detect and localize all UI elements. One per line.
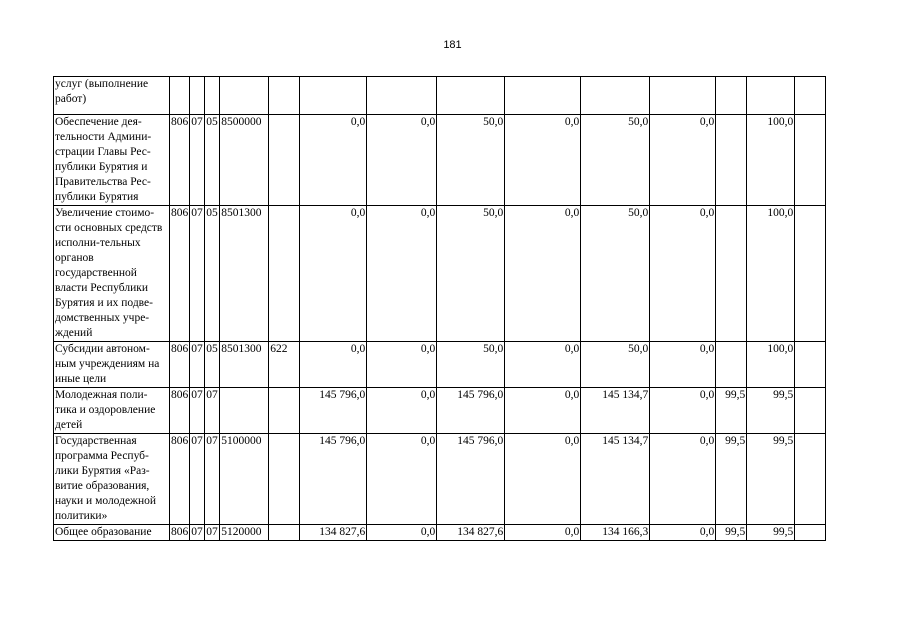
cell-value: 0,0 [367, 388, 437, 434]
page-number: 181 [443, 39, 462, 51]
cell-value: 145 134,7 [581, 434, 650, 525]
cell-csr: 8501300 [220, 206, 269, 342]
cell-value [716, 77, 747, 115]
cell-rz: 07 [190, 115, 205, 206]
cell-value: 0,0 [300, 115, 367, 206]
cell-gr: 806 [170, 342, 190, 388]
cell-value [747, 77, 795, 115]
cell-pr: 07 [205, 525, 220, 541]
cell-gr: 806 [170, 206, 190, 342]
cell-value [437, 77, 505, 115]
cell-value: 0,0 [650, 342, 716, 388]
cell-rz: 07 [190, 206, 205, 342]
cell-value: 0,0 [505, 206, 581, 342]
cell-value: 0,0 [650, 434, 716, 525]
cell-value: 0,0 [505, 115, 581, 206]
cell-csr: 5120000 [220, 525, 269, 541]
cell-gr: 806 [170, 434, 190, 525]
cell-vr [269, 77, 300, 115]
cell-pr: 07 [205, 434, 220, 525]
cell-value: 99,5 [716, 525, 747, 541]
cell-gr: 806 [170, 525, 190, 541]
row-name: Общее образование [54, 525, 170, 541]
cell-pr: 05 [205, 342, 220, 388]
cell-value: 99,5 [747, 434, 795, 525]
cell-value: 134 166,3 [581, 525, 650, 541]
cell-value: 50,0 [437, 206, 505, 342]
cell-value [505, 77, 581, 115]
row-name: Увеличение стоимо-сти основных средств исполни-тельных органов государственной власти Республики Бурятия и их подве-домственных учре-ждений [54, 206, 170, 342]
table-body [54, 77, 826, 541]
cell-value [300, 77, 367, 115]
table-row [54, 206, 826, 342]
cell-value: 100,0 [747, 115, 795, 206]
cell-value [716, 115, 747, 206]
cell-value: 0,0 [367, 525, 437, 541]
cell-rz: 07 [190, 388, 205, 434]
row-name: Молодежная поли-тика и оздоровление детей [54, 388, 170, 434]
budget-table [53, 76, 826, 541]
cell-value: 0,0 [367, 342, 437, 388]
cell-value: 0,0 [367, 434, 437, 525]
cell-vr [269, 388, 300, 434]
cell-value: 0,0 [505, 525, 581, 541]
cell-value: 145 796,0 [300, 434, 367, 525]
cell-value [650, 77, 716, 115]
table-row [54, 115, 826, 206]
cell-value [795, 388, 826, 434]
cell-value: 99,5 [716, 434, 747, 525]
cell-value [795, 525, 826, 541]
cell-value: 50,0 [581, 342, 650, 388]
cell-gr: 806 [170, 115, 190, 206]
cell-value: 145 796,0 [437, 434, 505, 525]
cell-csr: 8501300 [220, 342, 269, 388]
row-name: Государственная программа Респуб-лики Бурятия «Раз-витие образования, науки и молодежной политики» [54, 434, 170, 525]
cell-value: 99,5 [747, 525, 795, 541]
cell-vr: 622 [269, 342, 300, 388]
row-name: Субсидии автоном-ным учреждениям на иные цели [54, 342, 170, 388]
cell-value: 99,5 [747, 388, 795, 434]
cell-rz [190, 77, 205, 115]
cell-pr: 05 [205, 115, 220, 206]
table-row [54, 77, 826, 115]
cell-csr [220, 388, 269, 434]
cell-rz: 07 [190, 434, 205, 525]
cell-value [716, 342, 747, 388]
cell-vr [269, 206, 300, 342]
cell-value: 0,0 [650, 115, 716, 206]
cell-csr: 5100000 [220, 434, 269, 525]
cell-rz: 07 [190, 525, 205, 541]
cell-value [795, 434, 826, 525]
cell-csr [220, 77, 269, 115]
cell-rz: 07 [190, 342, 205, 388]
cell-value [795, 115, 826, 206]
cell-value: 0,0 [367, 115, 437, 206]
cell-value [795, 77, 826, 115]
cell-value: 0,0 [650, 388, 716, 434]
cell-value: 100,0 [747, 342, 795, 388]
cell-value: 0,0 [300, 206, 367, 342]
table-row [54, 342, 826, 388]
cell-value [581, 77, 650, 115]
row-name: услуг (выполнение работ) [54, 77, 170, 115]
cell-gr [170, 77, 190, 115]
cell-value: 0,0 [505, 388, 581, 434]
cell-value [367, 77, 437, 115]
cell-value: 134 827,6 [437, 525, 505, 541]
cell-pr: 07 [205, 388, 220, 434]
cell-value [716, 206, 747, 342]
cell-vr [269, 434, 300, 525]
cell-value: 99,5 [716, 388, 747, 434]
cell-pr [205, 77, 220, 115]
cell-value: 50,0 [437, 115, 505, 206]
cell-value: 145 134,7 [581, 388, 650, 434]
cell-value: 134 827,6 [300, 525, 367, 541]
cell-value: 0,0 [650, 206, 716, 342]
table-row [54, 434, 826, 525]
cell-csr: 8500000 [220, 115, 269, 206]
cell-value: 50,0 [437, 342, 505, 388]
cell-value: 100,0 [747, 206, 795, 342]
cell-vr [269, 115, 300, 206]
cell-value: 0,0 [650, 525, 716, 541]
cell-value: 145 796,0 [437, 388, 505, 434]
cell-value: 50,0 [581, 115, 650, 206]
cell-value: 0,0 [505, 342, 581, 388]
cell-value [795, 342, 826, 388]
cell-value: 0,0 [300, 342, 367, 388]
cell-value [795, 206, 826, 342]
cell-value: 145 796,0 [300, 388, 367, 434]
table-row [54, 388, 826, 434]
cell-value: 50,0 [581, 206, 650, 342]
cell-vr [269, 525, 300, 541]
cell-gr: 806 [170, 388, 190, 434]
cell-value: 0,0 [505, 434, 581, 525]
row-name: Обеспечение дея-тельности Админи-страции Главы Рес-публики Бурятия и Правительства Рес-публики Бурятия [54, 115, 170, 206]
cell-value: 0,0 [367, 206, 437, 342]
table-row [54, 525, 826, 541]
cell-pr: 05 [205, 206, 220, 342]
